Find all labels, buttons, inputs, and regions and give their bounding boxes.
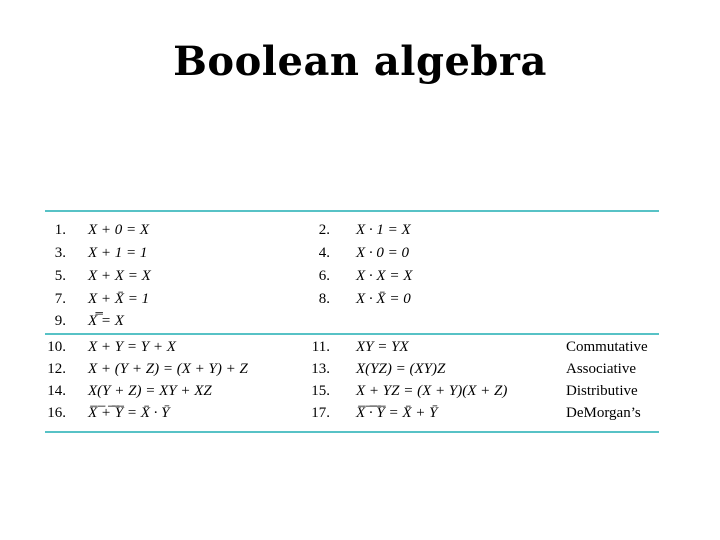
identity-number: 8. — [318, 291, 330, 307]
identity-number: 3. — [54, 245, 66, 261]
identity-number: 2. — [318, 222, 330, 238]
identity-number: 7. — [54, 291, 66, 307]
identity-expression: X̅ ̅·̅ ̅Y̅ = X̄ + Ȳ — [356, 405, 438, 421]
identity-expression: X · X = X — [356, 268, 413, 284]
identity-expression: X + 0 = X — [88, 222, 150, 238]
law-name: Commutative — [566, 339, 648, 355]
identity-expression: X(YZ) = (XY)Z — [356, 361, 446, 377]
identity-number: 11. — [311, 339, 330, 355]
identity-expression: X̿ = X — [88, 313, 124, 329]
law-name: DeMorgan’s — [566, 405, 641, 421]
table-top-rule — [45, 210, 659, 212]
identity-number: 4. — [318, 245, 330, 261]
identity-number: 5. — [54, 268, 66, 284]
identity-number: 13. — [311, 361, 330, 377]
identity-expression: X + YZ = (X + Y)(X + Z) — [356, 383, 508, 399]
identity-number: 12. — [47, 361, 66, 377]
identity-expression: X + Y = Y + X — [88, 339, 176, 355]
identity-number: 17. — [311, 405, 330, 421]
identity-number: 9. — [54, 313, 66, 329]
table-bottom-rule — [45, 431, 659, 433]
identity-expression: X · X̄ = 0 — [356, 291, 411, 307]
law-name: Associative — [566, 361, 636, 377]
identity-number: 6. — [318, 268, 330, 284]
identity-expression: X + (Y + Z) = (X + Y) + Z — [88, 361, 248, 377]
identity-number: 16. — [47, 405, 66, 421]
law-name: Distributive — [566, 383, 638, 399]
identity-expression: X(Y + Z) = XY + XZ — [88, 383, 212, 399]
identity-number: 14. — [47, 383, 66, 399]
identity-expression: X · 0 = 0 — [356, 245, 410, 261]
table-middle-rule — [45, 333, 659, 335]
page-title: Boolean algebra — [173, 38, 547, 85]
identity-expression: X + X = X — [88, 268, 151, 284]
identity-expression: X̅ ̅+̅ ̅Y̅ = X̄ · Ȳ — [88, 405, 170, 421]
identity-number: 15. — [311, 383, 330, 399]
identity-expression: X + X̄ = 1 — [88, 291, 150, 307]
identity-expression: XY = YX — [356, 339, 409, 355]
identity-number: 1. — [54, 222, 66, 238]
identity-expression: X + 1 = 1 — [88, 245, 148, 261]
identity-number: 10. — [47, 339, 66, 355]
identity-expression: X · 1 = X — [356, 222, 411, 238]
